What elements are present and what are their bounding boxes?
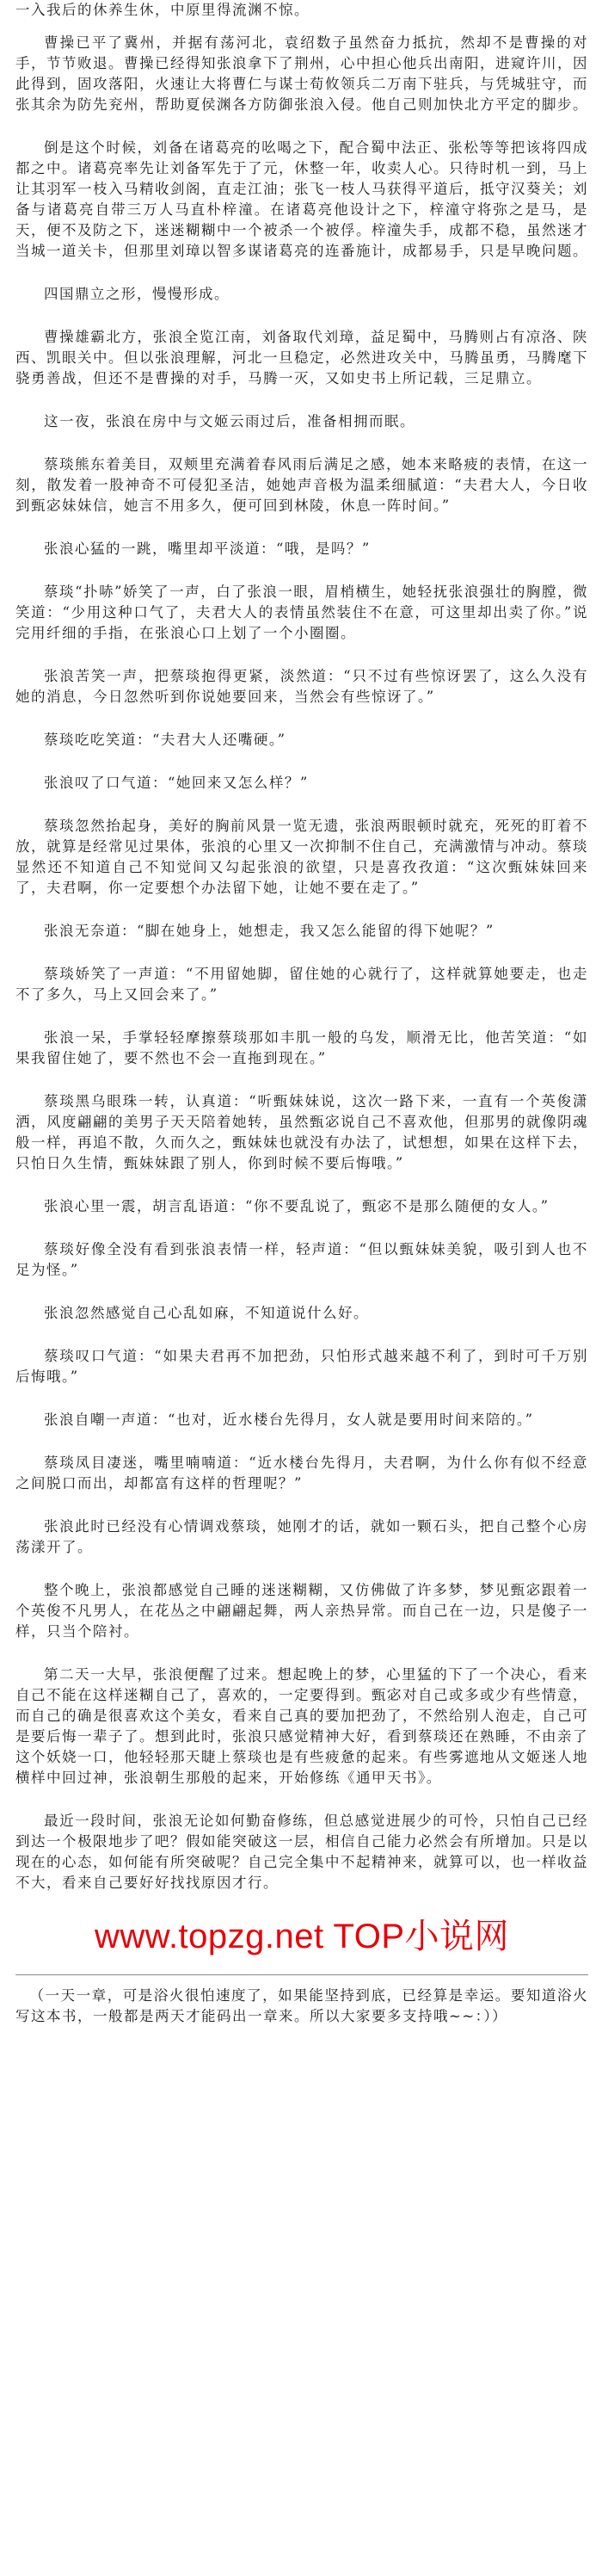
- paragraph: 张浪一呆，手掌轻轻摩擦蔡琰那如丰肌一般的乌发，顺滑无比，他苦笑道：“如果我留住她了，要不然也不会一直拖到现在。”: [15, 1029, 588, 1066]
- author-note: （一天一章，可是浴火很怕速度了，如果能坚持到底，已经算是幸运。要知道浴火写这本书，一般都是两天才能码出一章来。所以大家要多支持哦~~：））: [15, 1987, 588, 2024]
- paragraph: 一入我后的休养生休，中原里得流渊不惊。: [15, 2, 310, 18]
- paragraph: 张浪心猛的一跳，嘴里却平淡道：“哦，是吗？”: [44, 541, 371, 557]
- paragraph: 整个晚上，张浪都感觉自己睡的迷迷糊糊，又仿佛做了许多梦，梦见甄宓跟着一个英俊不凡男人，在花丛之中翩翩起舞，两人亲热异常。而自己在一边，只是傻子一样，只当个陪衬。: [15, 1582, 588, 1640]
- site-watermark: www.topzg.net TOP小说网: [94, 1918, 510, 1955]
- paragraph: 张浪心里一震，胡言乱语道：“你不要乱说了，甄宓不是那么随便的女人。”: [44, 1198, 550, 1214]
- paragraph: 蔡琰好像全没有看到张浪表情一样，轻声道：“但以甄妹妹美貌，吸引到人也不足为怪。”: [15, 1241, 588, 1278]
- paragraph: 蔡琰叹口气道：“如果夫君再不加把劲，只怕形式越来越不利了，到时可千万别后悔哦。”: [15, 1348, 588, 1385]
- paragraph: 蔡琰熊东着美目，双颊里充满着春风雨后满足之感，她本来略疲的表情，在这一刻，散发着一股神奇不可侵犯圣洁，她她声音极为温柔细腻道：“夫君大人，今日收到甄宓妹妹信，她言不用多久，便可回到林陵，休息一阵时间。”: [15, 456, 588, 514]
- paragraph: 蔡琰凤目凄迷，嘴里喃喃道：“近水楼台先得月，夫君啊，为什么你有似不经意之间脱口而出，却都富有这样的哲理呢？”: [15, 1455, 588, 1492]
- paragraph: 张浪叹了口气道：“她回来又怎么样？”: [44, 775, 309, 791]
- paragraph: 最近一段时间，张浪无论如何勤奋修练，但总感觉进展少的可怜，只怕自己已经到达一个极限地步了吧？假如能突破这一层，相信自己能力必然会有所增加。只是以现在的心态，如何能有所突破呢？自己完全集中不起精神来，就算可以，也一样收益不大，看来自己要好好找找原因才行。: [15, 1813, 588, 1891]
- paragraph: 张浪此时已经没有心情调戏蔡琰，她刚才的话，就如一颗石头，把自己整个心房荡漾开了。: [15, 1518, 588, 1555]
- paragraph: 蔡琰娇笑了一声道：“不用留她脚，留住她的心就行了，这样就算她要走，也走不了多久，马上又回会来了。”: [15, 966, 588, 1003]
- paragraph: 四国鼎立之形，慢慢形成。: [44, 286, 230, 302]
- paragraph: 蔡琰黑乌眼珠一转，认真道：“听甄妹妹说，这次一路下来，一直有一个英俊潇洒，风度翩翩的美男子天天陪着她转，虽然甄宓说自己不喜欢他，但那男的就像阴魂般一样，再追不散，久而久之，甄妹妹也就没有办法了，试想想，如果在这样下去，只怕日久生情，甄妹妹跟了别人，你到时候不要后悔哦。”: [15, 1093, 588, 1171]
- paragraph: 蔡琰忽然抬起身，美好的胸前风景一览无遗，张浪两眼顿时就充，死死的盯着不放，就算是经常见过果体，张浪的心里又一次抑制不住自己，充满激情与冲动。蔡琰显然还不知道自己不知觉间又勾起张浪的欲望，只是喜孜孜道：“这次甄妹妹回来了，夫君啊，你一定要想个办法留下她，让她不要在走了。”: [15, 818, 588, 896]
- paragraph: 蔡琰“扑哧”娇笑了一声，白了张浪一眼，眉梢横生，她轻抚张浪强壮的胸膛，微笑道：“少用这种口气了，夫君大人的表情虽然装住不在意，可这里却出卖了你。”说完用纤细的手指，在张浪心口上划了一个小圈圈。: [15, 584, 588, 641]
- paragraph: 第二天一大早，张浪便醒了过来。想起晚上的梦，心里猛的下了一个决心，看来自己不能在这样迷糊自己了，喜欢的，一定要得到。甄宓对自己或多或少有些情意，而自己的确是很喜欢这个美女，看来自己真的要加把劲了，不然给别人泡走，自己可是要后悔一辈子了。想到此时，张浪只感觉精神大好，看到蔡琰还在熟睡，不由亲了这个妖娆一口，他轻轻那天睫上蔡琰也是有些疲惫的起来。有些雾遮地从文姬迷人地横样中回过神，张浪朝生那般的起来，开始修练《通甲天书》。: [15, 1666, 588, 1786]
- paragraph: 张浪忽然感觉自己心乱如麻，不知道说什么好。: [44, 1305, 369, 1321]
- paragraph: 倒是这个时候，刘备在诸葛亮的吆喝之下，配合蜀中法正、张松等等把该将四成都之中。诸葛亮率先让刘备军先于了元，休整一年，收卖人心。只待时机一到，马上让其羽军一枝入马精收剑阁，直走江油；张飞一枝人马获得平道后，抵守汉葵关；刘备与诸葛亮自带三万人马直朴梓潼。在诸葛亮他设计之下，梓潼守将弥之是马，是天，便不及防之下，迷迷糊糊中一个被杀一个被俘。梓潼失手，成都不稳，虽然迷才当城一道关卡，但那里刘璋以智多谋诸葛亮的连番施计，成都易手，只是早晚问题。: [15, 139, 588, 259]
- paragraph: 张浪自嘲一声道：“也对，近水楼台先得月，女人就是要用时间来陪的。”: [44, 1412, 534, 1428]
- paragraph: 曹操已平了冀州，并据有荡河北，袁绍数子虽然奋力抵抗，然却不是曹操的对手，节节败退。曹操已经得知张浪拿下了荆州，心中担心他兵出南阳，进窥许川，因此得到，固攻落阳，火速让大将曹仁与谋士荀攸领兵二万南下驻兵，与凭城驻守，而张其余为防先兖州，帮助夏侯渊各方防御张浪入侵。他自己则加快北方平定的脚步。: [15, 34, 588, 113]
- paragraph: 蔡琰吃吃笑道：“夫君大人还嘴硬。”: [44, 732, 286, 748]
- divider: [15, 1974, 588, 1975]
- chapter-body: [15, 0, 588, 1893]
- paragraph: 张浪苦笑一声，把蔡琰抱得更紧，淡然道：“只不过有些惊讶罢了，这么久没有她的消息，今日忽然听到你说她要回来，当然会有些惊讶了。”: [15, 668, 588, 705]
- paragraph: 这一夜，张浪在房中与文姬云雨过后，准备相拥而眠。: [44, 413, 415, 429]
- paragraph: 曹操雄霸北方，张浪全览江南，刘备取代刘璋，益足蜀中，马腾则占有凉洛、陕西、凯眼关中。但以张浪理解，河北一旦稳定，必然进攻关中，马腾虽勇，马腾麾下骁勇善战，但还不是曹操的对手，马腾一灭，又如史书上所记载，三足鼎立。: [15, 329, 588, 386]
- paragraph: 张浪无奈道：“脚在她身上，她想走，我又怎么能留的得下她呢？”: [44, 923, 494, 939]
